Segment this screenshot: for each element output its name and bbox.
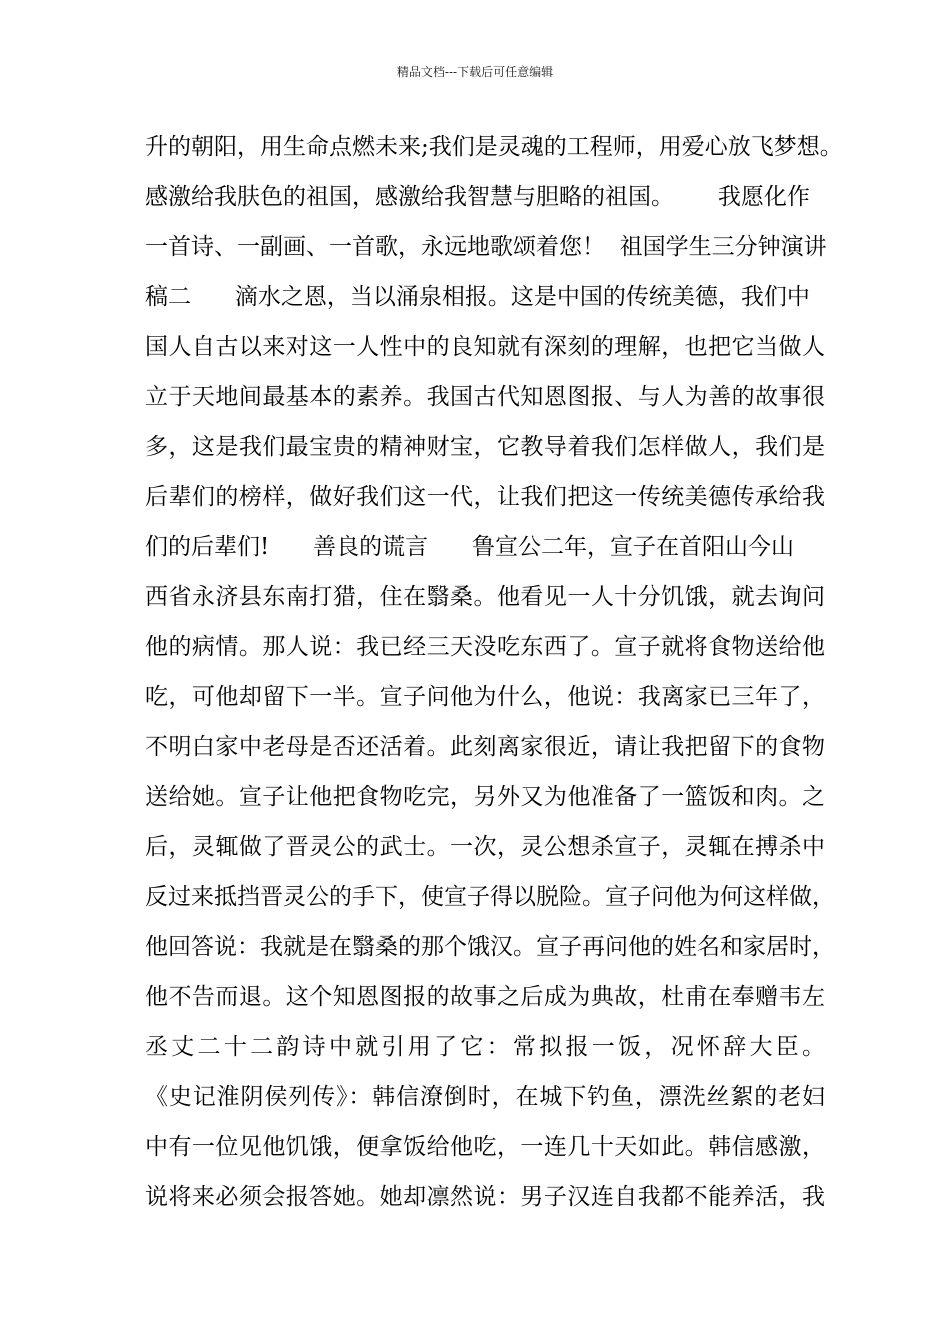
text-line: 升的朝阳，用生命点燃未来;我们是灵魂的工程师，用爱心放飞梦想。: [145, 134, 843, 160]
text-line: 丞丈二十二韵诗中就引用了它：常拟报一饭，况怀辞大臣。: [145, 1034, 825, 1060]
text-line: 吃，可他却留下一半。宣子问他为什么，他说：我离家已三年了，: [145, 684, 825, 710]
text-line: 感激给我肤色的祖国，感激给我智慧与胆略的祖国。 我愿化作: [145, 184, 810, 210]
text-line: 《史记淮阴侯列传》：韩信潦倒时，在城下钓鱼，漂洗丝絮的老妇: [145, 1084, 825, 1110]
text-line: 说将来必须会报答她。她却凛然说：男子汉连自我都不能养活，我: [145, 1184, 825, 1210]
text-line: 们的后辈们! 善良的谎言 鲁宣公二年，宣子在首阳山今山: [145, 534, 794, 560]
text-line: 不明白家中老母是否还活着。此刻离家很近，请让我把留下的食物: [145, 734, 825, 760]
text-line: 一首诗、一副画、一首歌，永远地歌颂着您！ 祖国学生三分钟演讲: [145, 234, 827, 260]
page-header: 精品文档---下载后可任意编辑: [396, 65, 554, 79]
text-line: 他的病情。那人说：我已经三天没吃东西了。宣子就将食物送给他: [145, 634, 825, 660]
text-line: 后，灵辄做了晋灵公的武士。一次，灵公想杀宣子，灵辄在搏杀中: [145, 834, 825, 860]
text-line: 他不告而退。这个知恩图报的故事之后成为典故，杜甫在奉赠韦左: [145, 984, 825, 1010]
text-line: 送给她。宣子让他把食物吃完，另外又为他准备了一篮饭和肉。之: [145, 784, 825, 810]
text-line: 他回答说：我就是在翳桑的那个饿汉。宣子再问他的姓名和家居时，: [145, 934, 835, 960]
text-line: 国人自古以来对这一人性中的良知就有深刻的理解，也把它当做人: [145, 334, 825, 360]
text-line: 中有一位见他饥饿，便拿饭给他吃，一连几十天如此。韩信感激，: [145, 1134, 825, 1160]
text-line: 西省永济县东南打猎，住在翳桑。他看见一人十分饥饿，就去询问: [145, 584, 825, 610]
text-line: 多，这是我们最宝贵的精神财宝，它教导着我们怎样做人，我们是: [145, 434, 825, 460]
text-line: 后辈们的榜样，做好我们这一代，让我们把这一传统美德传承给我: [145, 484, 825, 510]
text-line: 立于天地间最基本的素养。我国古代知恩图报、与人为善的故事很: [145, 384, 825, 410]
text-line: 稿二 滴水之恩，当以涌泉相报。这是中国的传统美德，我们中: [145, 284, 810, 310]
text-line: 反过来抵挡晋灵公的手下，使宣子得以脱险。宣子问他为何这样做，: [145, 884, 835, 910]
